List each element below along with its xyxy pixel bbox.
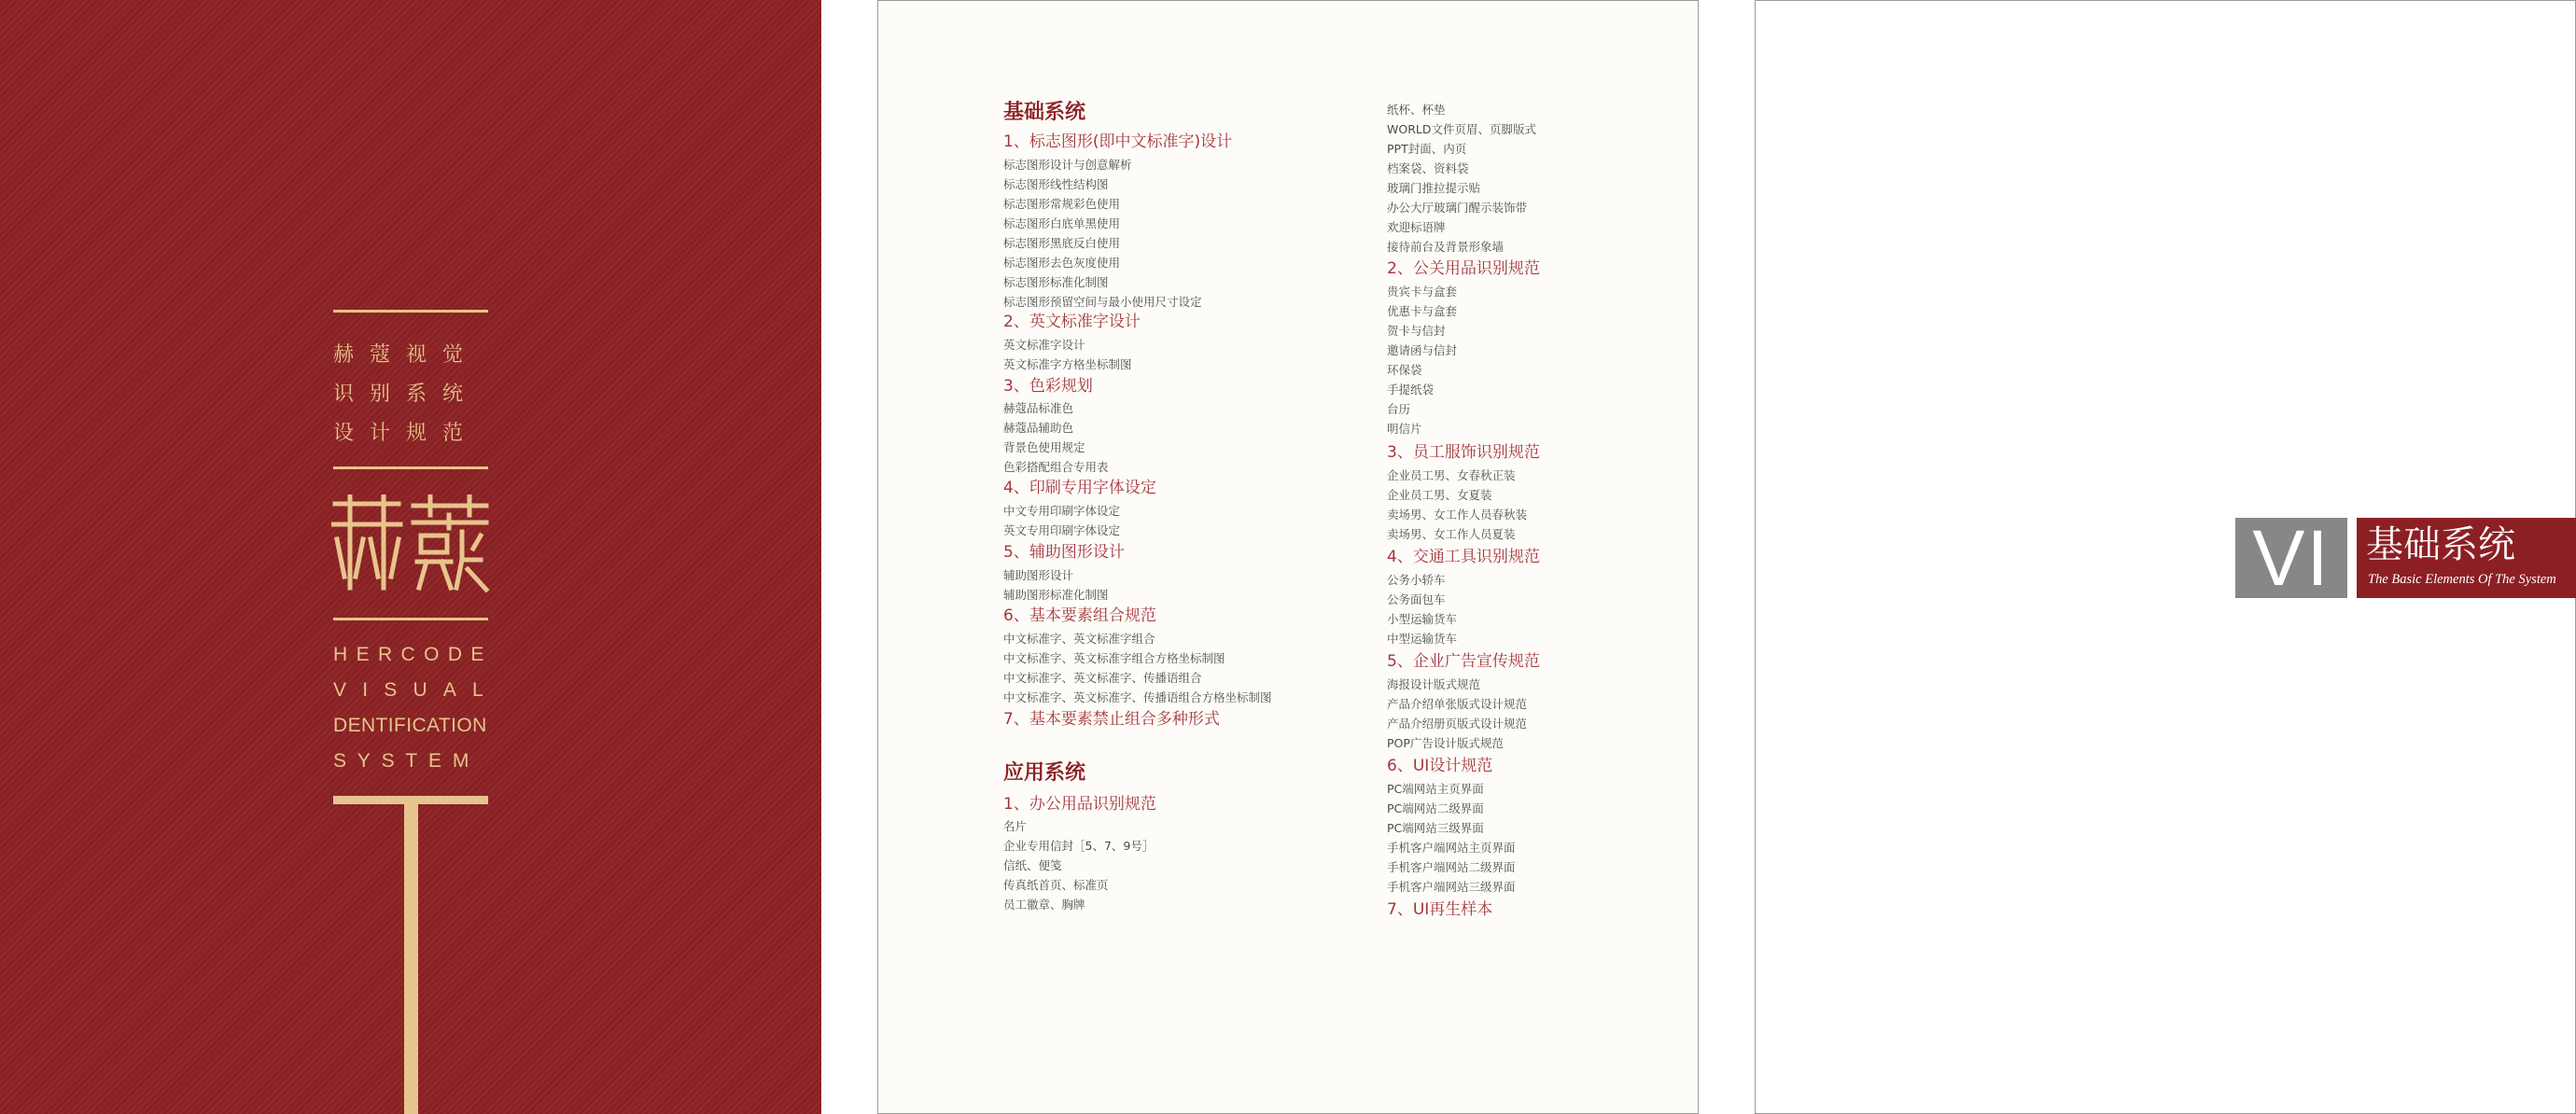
toc-item: 企业员工男、女夏装 — [1387, 488, 1492, 502]
toc-item: 中文标准字、英文标准字、传播语组合方格坐标制图 — [1003, 690, 1272, 704]
toc-item: PC端网站三级界面 — [1387, 821, 1484, 835]
toc-item: 赫蔻品辅助色 — [1003, 421, 1074, 435]
cover-cn-line: 设计规范 — [333, 422, 480, 445]
toc-heading: 7、UI再生样本 — [1387, 900, 1493, 919]
cover-en-line: SYSTEM — [333, 750, 481, 772]
application-system-title: 应用系统 — [1003, 761, 1086, 785]
toc-item: 赫蔻品标准色 — [1003, 401, 1074, 415]
cover-t-stem — [404, 804, 418, 1114]
toc-item: 员工徽章、胸牌 — [1003, 898, 1085, 912]
toc-item: 卖场男、女工作人员春秋装 — [1387, 508, 1528, 522]
toc-item: 企业员工男、女春秋正装 — [1387, 468, 1516, 482]
toc-item: 标志图形线性结构图 — [1003, 177, 1109, 191]
toc-item: 贵宾卡与盒套 — [1387, 285, 1458, 299]
toc-heading: 1、标志图形(即中文标准字)设计 — [1003, 132, 1233, 151]
toc-item: 环保袋 — [1387, 363, 1422, 377]
toc-item: 办公大厅玻璃门醒示装饰带 — [1387, 201, 1528, 215]
toc-item: WORLD文件页眉、页脚版式 — [1387, 122, 1536, 136]
section-title: 基础系统 — [2366, 523, 2515, 566]
basic-system-title: 基础系统 — [1003, 101, 1086, 124]
toc-item: 背景色使用规定 — [1003, 440, 1085, 454]
toc-item: POP广告设计版式规范 — [1387, 736, 1504, 750]
toc-item: 英文专用印刷字体设定 — [1003, 523, 1121, 537]
toc-item: 标志图形白底单黑使用 — [1003, 216, 1121, 230]
toc-heading: 4、印刷专用字体设定 — [1003, 479, 1156, 497]
vi-box — [2235, 514, 2347, 602]
toc-item: 产品介绍册页版式设计规范 — [1387, 717, 1528, 731]
toc-item: 档案袋、资料袋 — [1387, 161, 1469, 175]
toc-item: 英文标准字设计 — [1003, 338, 1085, 352]
cover-panel — [0, 0, 821, 1114]
toc-item: 手机客户端网站二级界面 — [1387, 860, 1516, 874]
toc-item: 海报设计版式规范 — [1387, 677, 1481, 691]
toc-item: 明信片 — [1387, 422, 1422, 436]
toc-item: 手机客户端网站主页界面 — [1387, 841, 1516, 855]
toc-item: 标志图形去色灰度使用 — [1003, 256, 1121, 270]
cover-en-line: HERCODE — [333, 644, 493, 665]
toc-heading: 7、基本要素禁止组合多种形式 — [1003, 710, 1220, 729]
toc-item: 邀请函与信封 — [1387, 343, 1458, 357]
cover-lower-rule — [333, 618, 488, 620]
toc-item: 贺卡与信封 — [1387, 324, 1446, 338]
toc-heading: 2、公关用品识别规范 — [1387, 259, 1540, 278]
cover-cn-line: 识别系统 — [333, 383, 480, 406]
section-subtitle: The Basic Elements Of The System — [2368, 572, 2556, 587]
toc-item: PC端网站二级界面 — [1387, 801, 1484, 815]
toc-item: 玻璃门推拉提示贴 — [1387, 181, 1481, 195]
toc-heading: 2、英文标准字设计 — [1003, 313, 1141, 331]
toc-item: 卖场男、女工作人员夏装 — [1387, 527, 1516, 541]
toc-item: 标志图形设计与创意解析 — [1003, 158, 1132, 172]
toc-item: PC端网站主页界面 — [1387, 782, 1484, 796]
toc-heading: 1、办公用品识别规范 — [1003, 795, 1156, 814]
toc-item: 手提纸袋 — [1387, 383, 1435, 397]
toc-item: 公务小轿车 — [1387, 573, 1446, 587]
cover-t-bar — [333, 796, 488, 804]
toc-heading: 6、基本要素组合规范 — [1003, 606, 1156, 625]
cover-en-line: VISUAL — [333, 679, 499, 701]
toc-item: 手机客户端网站三级界面 — [1387, 880, 1516, 894]
toc-heading: 3、员工服饰识别规范 — [1387, 443, 1540, 462]
toc-item: 中文标准字、英文标准字组合方格坐标制图 — [1003, 651, 1225, 665]
section-title-box — [2357, 518, 2576, 598]
toc-item: 中型运输货车 — [1387, 632, 1458, 646]
toc-item: 辅助图形标准化制图 — [1003, 588, 1109, 602]
toc-item: 信纸、便笺 — [1003, 858, 1062, 872]
toc-item: 中文标准字、英文标准字、传播语组合 — [1003, 671, 1202, 685]
brand-logo — [331, 494, 490, 593]
toc-item: 名片 — [1003, 819, 1028, 833]
toc-item: 英文标准字方格坐标制图 — [1003, 357, 1132, 371]
toc-item: 辅助图形设计 — [1003, 568, 1074, 582]
toc-item: 企业专用信封［5、7、9号］ — [1003, 839, 1155, 853]
section-badge — [2235, 514, 2576, 602]
cover-cn-line: 赫蔻视觉 — [333, 343, 480, 367]
cover-en-line: DENTIFICATION — [333, 715, 487, 736]
toc-heading: 4、交通工具识别规范 — [1387, 548, 1540, 566]
toc-item: 纸杯、杯垫 — [1387, 103, 1446, 117]
toc-item: 优惠卡与盒套 — [1387, 304, 1458, 318]
toc-item: 色彩搭配组合专用表 — [1003, 460, 1109, 474]
toc-item: 台历 — [1387, 402, 1411, 416]
cover-top-rule — [333, 310, 488, 313]
toc-item: 标志图形预留空间与最小使用尺寸设定 — [1003, 295, 1202, 309]
toc-item: 欢迎标语牌 — [1387, 220, 1446, 234]
toc-item: 标志图形黑底反白使用 — [1003, 236, 1121, 250]
toc-item: PPT封面、内页 — [1387, 142, 1467, 156]
toc-heading: 5、辅助图形设计 — [1003, 543, 1125, 562]
section-divider-page — [1755, 0, 2576, 1114]
toc-item: 中文专用印刷字体设定 — [1003, 504, 1121, 518]
toc-heading: 5、企业广告宣传规范 — [1387, 652, 1540, 671]
toc-item: 标志图形标准化制图 — [1003, 275, 1109, 289]
toc-heading: 6、UI设计规范 — [1387, 757, 1493, 775]
toc-item: 产品介绍单张版式设计规范 — [1387, 697, 1528, 711]
toc-item: 小型运输货车 — [1387, 612, 1458, 626]
vi-label: VI — [2252, 514, 2331, 602]
cover-middle-rule — [333, 466, 488, 469]
toc-item: 中文标准字、英文标准字组合 — [1003, 632, 1155, 646]
toc-item: 传真纸首页、标准页 — [1003, 878, 1109, 892]
toc-item: 公务面包车 — [1387, 592, 1446, 606]
toc-heading: 3、色彩规划 — [1003, 377, 1093, 396]
contents-page — [877, 0, 1699, 1114]
toc-item: 接待前台及背景形象墙 — [1387, 240, 1505, 254]
toc-item: 标志图形常规彩色使用 — [1003, 197, 1121, 211]
